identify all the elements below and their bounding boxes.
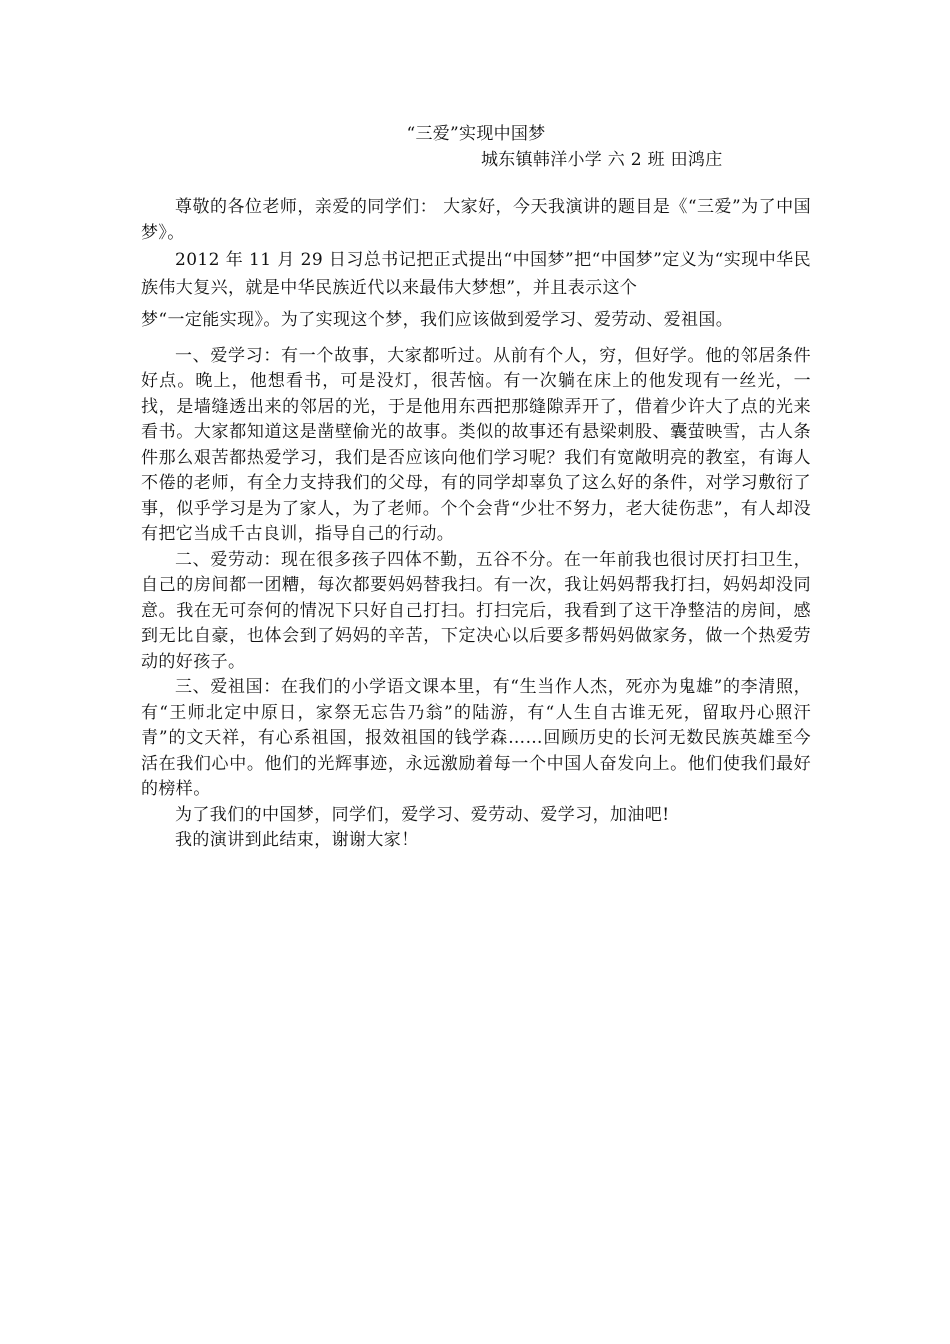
chinese-dream-paragraph: 2012 年 11 月 29 日习总书记把正式提出“中国梦”把“中国梦”定义为“实现中华民族伟大复兴，就是中华民族近代以来最伟大梦想”，并且表示这个 [141,250,811,298]
opening-paragraph: 尊敬的各位老师，亲爱的同学们： 大家好，今天我演讲的题目是《“三爱”为了中国梦》。 [141,197,811,243]
document-title: “三爱”实现中国梦 [406,124,546,144]
love-learning-paragraph: 一、爱学习：有一个故事，大家都听过。从前有个人，穷，但好学。他的邻居条件好点。晚上，他想看书，可是没灯，很苦恼。有一次躺在床上的他发现有一丝光，一找，是墙缝透出来的邻居的光，于是他用东西把那缝隙弄开了，借着少许大了点的光来看书。大家都知道这是凿壁偷光的故事。类似的故事还有悬梁刺股、囊萤映雪，古人条件那么艰苦都热爱学习，我们是否应该向他们学习呢？我们有宽敞明亮的教室，有诲人不倦的老师，有全力支持我们的父母，有的同学却辜负了这么好的条件，对学习敷衍了事，似乎学习是为了家人，为了老师。个个会背“少壮不努力，老大徒伤悲”，有人却没有把它当成千古良训，指导自己的行动。 [141,345,811,544]
closing-thanks-paragraph: 我的演讲到此结束，谢谢大家！ [175,830,419,850]
author-byline: 城东镇韩洋小学 六 2 班 田鸿庄 [481,150,723,170]
document-body [141,121,811,854]
spacer [141,173,811,195]
love-country-paragraph: 三、爱祖国：在我们的小学语文课本里，有“生当作人杰，死亦为鬼雄”的李清照，有“王师北定中原日，家祭无忘告乃翁”的陆游，有“人生自古谁无死，留取丹心照汗青”的文天祥，有心系祖国，报效祖国的钱学森……回顾历史的长河无数民族英雄至今活在我们心中。他们的光辉事迹，永远激励着每一个中国人奋发向上。他们使我们最好的榜样。 [141,677,811,799]
closing-call-paragraph: 为了我们的中国梦，同学们，爱学习、爱劳动、爱学习，加油吧! [175,804,670,825]
love-labor-paragraph: 二、爱劳动：现在很多孩子四体不勤，五谷不分。在一年前我也很讨厌打扫卫生，自己的房间都一团糟，每次都要妈妈替我扫。有一次，我让妈妈帮我打扫，妈妈却没同意。我在无可奈何的情况下只好自己打扫。打扫完后，我看到了这干净整洁的房间，感到无比自豪，也体会到了妈妈的辛苦，下定决心以后要多帮妈妈做家务，做一个热爱劳动的好孩子。 [141,549,811,672]
chinese-dream-paragraph-continued: 梦“一定能实现》。为了实现这个梦，我们应该做到爱学习、爱劳动、爱祖国。 [141,310,734,330]
